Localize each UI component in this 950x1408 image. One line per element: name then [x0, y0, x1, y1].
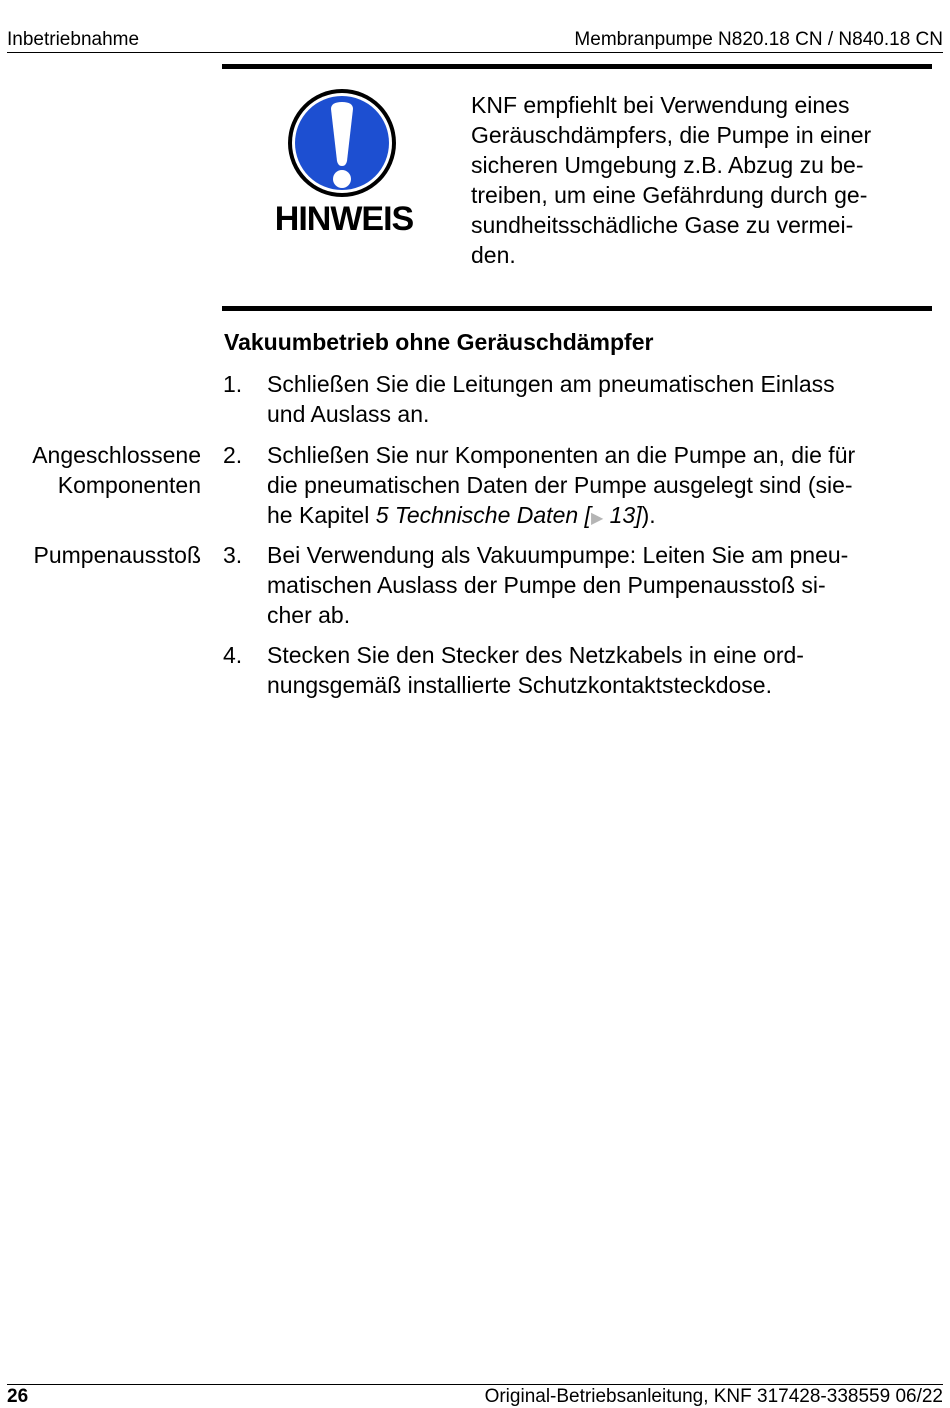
exclamation-icon [286, 87, 398, 199]
step-line: Stecken Sie den Stecker des Netzkabels in eine ord- [267, 642, 804, 668]
xref-page: 13] [603, 502, 642, 528]
notice-line: den. [471, 242, 516, 268]
header-divider [7, 52, 943, 53]
step-line [267, 500, 935, 534]
step-text [267, 369, 935, 429]
step-line-suffix: ). [641, 502, 656, 528]
step-text [267, 440, 935, 534]
margin-label-pump-exhaust: Pumpenausstoß [33, 542, 201, 568]
footer-divider [7, 1384, 943, 1385]
step-number: 1. [223, 371, 243, 397]
notice-line: Geräuschdämpfers, die Pumpe in einer [471, 122, 872, 148]
margin-label-connected-components [32, 440, 201, 500]
step-number: 2. [223, 442, 243, 468]
xref-arrow-icon: ▶ [590, 510, 604, 527]
header-product-title: Membranpumpe N820.18 CN / N840.18 CN [574, 29, 943, 50]
page-number: 26 [7, 1386, 29, 1407]
step-line: und Auslass an. [267, 401, 430, 427]
step-line: die pneumatischen Daten der Pumpe ausgelegt sind (sie- [267, 472, 853, 498]
step-line-prefix: he Kapitel [267, 502, 376, 528]
section-heading: Vakuumbetrieb ohne Geräuschdämpfer [224, 329, 654, 355]
notice-text [471, 90, 931, 270]
cross-reference-link[interactable] [376, 502, 642, 528]
step-line: Schließen Sie nur Komponenten an die Pumpe an, die für [267, 442, 856, 468]
notice-label: HINWEIS [274, 200, 414, 238]
step-line: matischen Auslass der Pumpe den Pumpenausstoß si- [267, 572, 826, 598]
notice-line: sundheitsschädliche Gase zu vermei- [471, 212, 854, 238]
notice-top-rule [222, 64, 932, 69]
margin-label-line: Angeschlossene [32, 442, 201, 468]
step-line: nungsgemäß installierte Schutzkontaktsteckdose. [267, 672, 772, 698]
notice-bottom-rule [222, 306, 932, 311]
step-line: Bei Verwendung als Vakuumpumpe: Leiten Sie am pneu- [267, 542, 849, 568]
margin-label-line: Komponenten [57, 472, 201, 498]
step-number: 3. [223, 542, 243, 568]
step-line: Schließen Sie die Leitungen am pneumatischen Einlass [267, 371, 835, 397]
notice-line: treiben, um eine Gefährdung durch ge- [471, 182, 868, 208]
xref-text: 5 Technische Daten [ [375, 502, 591, 528]
step-text [267, 540, 935, 630]
notice-line: sicheren Umgebung z.B. Abzug zu be- [471, 152, 864, 178]
footer-document-info: Original-Betriebsanleitung, KNF 317428-338559 06/22 [484, 1386, 943, 1407]
notice-line: KNF empfiehlt bei Verwendung eines [471, 92, 850, 118]
header-section-title: Inbetriebnahme [7, 29, 140, 50]
step-text [267, 640, 935, 700]
step-number: 4. [223, 642, 243, 668]
step-line: cher ab. [267, 602, 351, 628]
